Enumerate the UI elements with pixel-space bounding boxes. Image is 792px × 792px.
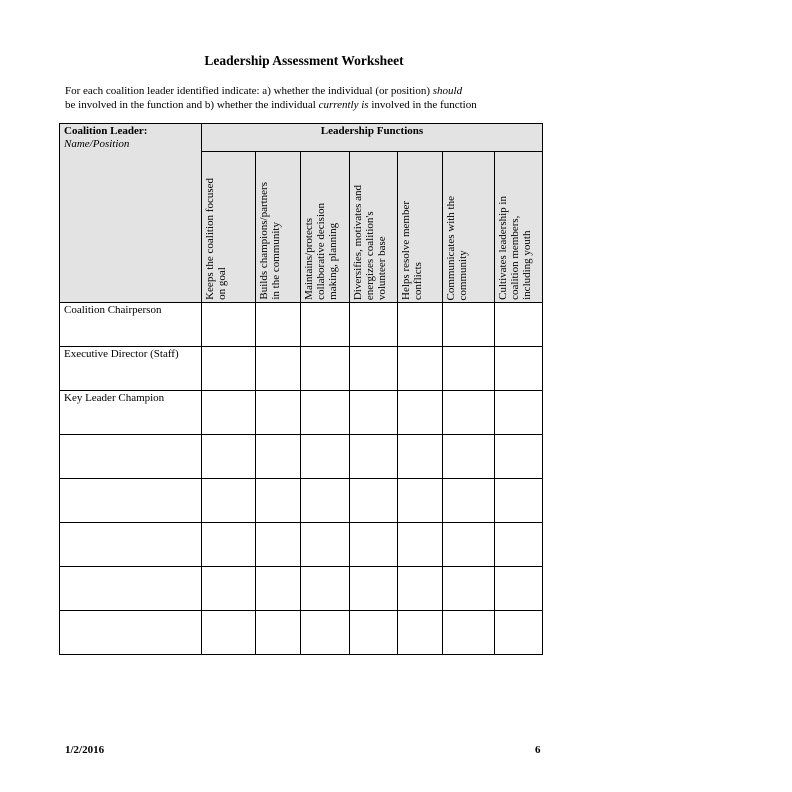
row-label[interactable] bbox=[60, 479, 202, 523]
function-label: Helps resolve member conflicts bbox=[400, 201, 424, 300]
assessment-cell[interactable] bbox=[256, 391, 301, 435]
function-header-4 bbox=[350, 152, 398, 303]
assessment-cell[interactable] bbox=[443, 523, 495, 567]
assessment-cell[interactable] bbox=[350, 391, 398, 435]
function-label: Maintains/protects collaborative decision making, planning bbox=[303, 203, 339, 300]
function-header-1 bbox=[202, 152, 256, 303]
instructions bbox=[65, 84, 545, 112]
table-row bbox=[60, 347, 543, 391]
assessment-cell[interactable] bbox=[301, 391, 350, 435]
instructions-text: be involved in the function and b) whether the individual bbox=[65, 99, 319, 111]
function-label: Keeps the coalition focused on goal bbox=[204, 178, 228, 300]
table-row bbox=[60, 391, 543, 435]
assessment-cell[interactable] bbox=[301, 567, 350, 611]
assessment-cell[interactable] bbox=[350, 435, 398, 479]
assessment-cell[interactable] bbox=[256, 567, 301, 611]
function-label: Diversifies, motivates and energizes coalition's volunteer base bbox=[352, 184, 388, 300]
function-header-2 bbox=[256, 152, 301, 303]
table-row bbox=[60, 479, 543, 523]
assessment-cell[interactable] bbox=[398, 391, 443, 435]
assessment-cell[interactable] bbox=[398, 303, 443, 347]
instructions-text: For each coalition leader identified indicate: a) whether the individual (or position) bbox=[65, 85, 433, 97]
assessment-cell[interactable] bbox=[202, 347, 256, 391]
assessment-cell[interactable] bbox=[202, 611, 256, 655]
function-label: Builds champions/partners in the community bbox=[258, 182, 282, 300]
coalition-leader-header bbox=[60, 124, 202, 303]
leadership-functions-header: Leadership Functions bbox=[202, 124, 543, 152]
row-label[interactable] bbox=[60, 523, 202, 567]
assessment-cell[interactable] bbox=[443, 391, 495, 435]
instructions-emphasis: should bbox=[432, 85, 463, 97]
table-row bbox=[60, 611, 543, 655]
assessment-cell[interactable] bbox=[398, 523, 443, 567]
assessment-cell[interactable] bbox=[256, 611, 301, 655]
assessment-cell[interactable] bbox=[495, 611, 543, 655]
assessment-cell[interactable] bbox=[256, 523, 301, 567]
assessment-cell[interactable] bbox=[495, 347, 543, 391]
assessment-cell[interactable] bbox=[350, 347, 398, 391]
assessment-cell[interactable] bbox=[443, 567, 495, 611]
table-row bbox=[60, 567, 543, 611]
assessment-cell[interactable] bbox=[256, 347, 301, 391]
assessment-cell[interactable] bbox=[202, 303, 256, 347]
page-title: Leadership Assessment Worksheet bbox=[204, 53, 404, 68]
row-label[interactable] bbox=[60, 567, 202, 611]
assessment-cell[interactable] bbox=[398, 479, 443, 523]
assessment-cell[interactable] bbox=[398, 567, 443, 611]
assessment-cell[interactable] bbox=[443, 611, 495, 655]
assessment-cell[interactable] bbox=[443, 347, 495, 391]
assessment-cell[interactable] bbox=[443, 303, 495, 347]
assessment-cell[interactable] bbox=[495, 479, 543, 523]
page-number: 6 bbox=[535, 744, 541, 756]
instructions-emphasis: currently is bbox=[318, 99, 369, 111]
assessment-cell[interactable] bbox=[350, 611, 398, 655]
row-label[interactable]: Executive Director (Staff) bbox=[60, 347, 202, 391]
assessment-cell[interactable] bbox=[398, 611, 443, 655]
assessment-cell[interactable] bbox=[495, 523, 543, 567]
assessment-cell[interactable] bbox=[256, 479, 301, 523]
assessment-cell[interactable] bbox=[202, 435, 256, 479]
function-header-7 bbox=[495, 152, 543, 303]
assessment-cell[interactable] bbox=[202, 523, 256, 567]
assessment-cell[interactable] bbox=[350, 567, 398, 611]
assessment-cell[interactable] bbox=[256, 303, 301, 347]
assessment-cell[interactable] bbox=[350, 523, 398, 567]
assessment-cell[interactable] bbox=[495, 303, 543, 347]
table-row bbox=[60, 523, 543, 567]
assessment-cell[interactable] bbox=[256, 435, 301, 479]
assessment-cell[interactable] bbox=[398, 347, 443, 391]
assessment-cell[interactable] bbox=[350, 303, 398, 347]
assessment-cell[interactable] bbox=[301, 435, 350, 479]
function-header-5 bbox=[398, 152, 443, 303]
instructions-line-1 bbox=[65, 84, 545, 98]
function-header-3 bbox=[301, 152, 350, 303]
assessment-cell[interactable] bbox=[443, 435, 495, 479]
function-label: Communicates with the community bbox=[445, 195, 469, 300]
assessment-cell[interactable] bbox=[301, 611, 350, 655]
assessment-cell[interactable] bbox=[202, 479, 256, 523]
row-label[interactable] bbox=[60, 435, 202, 479]
assessment-cell[interactable] bbox=[350, 479, 398, 523]
function-label: Cultivates leadership in coalition members, including youth bbox=[497, 196, 533, 300]
row-label[interactable]: Coalition Chairperson bbox=[60, 303, 202, 347]
instructions-text: involved in the function bbox=[368, 99, 477, 111]
function-header-6 bbox=[443, 152, 495, 303]
assessment-cell[interactable] bbox=[495, 435, 543, 479]
assessment-cell[interactable] bbox=[301, 303, 350, 347]
footer-date: 1/2/2016 bbox=[65, 744, 105, 756]
assessment-cell[interactable] bbox=[202, 567, 256, 611]
name-position-label: Name/Position bbox=[64, 138, 130, 150]
leadership-table bbox=[59, 123, 543, 655]
assessment-cell[interactable] bbox=[495, 567, 543, 611]
assessment-cell[interactable] bbox=[495, 391, 543, 435]
assessment-cell[interactable] bbox=[301, 347, 350, 391]
instructions-line-2 bbox=[65, 98, 545, 112]
assessment-cell[interactable] bbox=[202, 391, 256, 435]
table-row bbox=[60, 303, 543, 347]
coalition-leader-label: Coalition Leader: bbox=[64, 125, 148, 137]
assessment-cell[interactable] bbox=[301, 523, 350, 567]
table-row bbox=[60, 435, 543, 479]
row-label[interactable]: Key Leader Champion bbox=[60, 391, 202, 435]
assessment-cell[interactable] bbox=[443, 479, 495, 523]
row-label[interactable] bbox=[60, 611, 202, 655]
assessment-cell[interactable] bbox=[301, 479, 350, 523]
assessment-cell[interactable] bbox=[398, 435, 443, 479]
